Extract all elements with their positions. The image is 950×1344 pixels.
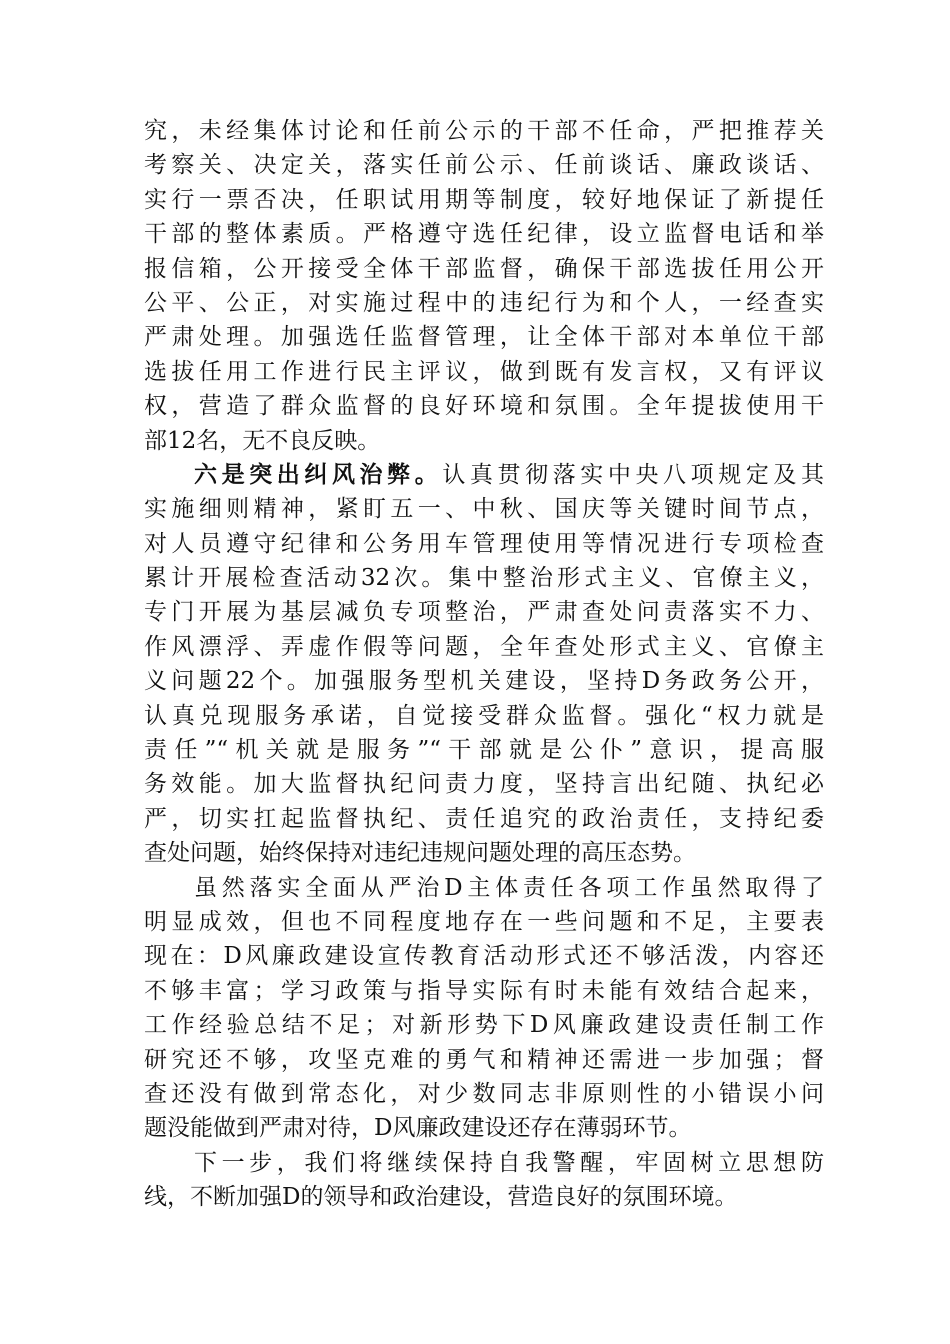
text-line: 查处问题，始终保持对违纪违规问题处理的高压态势。 [144, 840, 696, 867]
text-line: 现在：D风廉政建设宣传教育活动形式还不够活泼，内容还 [144, 943, 824, 970]
text-line: 选拔任用工作进行民主评议，做到既有发言权，又有评议 [144, 358, 824, 385]
text-line: 报信箱，公开接受全体干部监督，确保干部选拔任用公开 [144, 255, 824, 282]
text-line: 研究还不够，攻坚克难的勇气和精神还需进一步加强；督 [144, 1046, 824, 1073]
text-line: 究，未经集体讨论和任前公示的干部不任命，严把推荐关 [144, 118, 824, 144]
text-line: 实施细则精神，紧盯五一、中秋、国庆等关键时间节点， [144, 496, 824, 523]
text-line: 累计开展检查活动32次。集中整治形式主义、官僚主义， [144, 565, 824, 592]
text-line: 实行一票否决，任职试用期等制度，较好地保证了新提任 [144, 186, 824, 213]
text-line: 务效能。加大监督执纪问责力度，坚持言出纪随、执纪必 [144, 771, 824, 798]
paragraph-next-steps [144, 1146, 824, 1215]
text-line: 工作经验总结不足；对新形势下D风廉政建设责任制工作 [144, 1012, 824, 1039]
paragraph-shortcomings [144, 871, 824, 1146]
text-line: 不够丰富；学习政策与指导实际有时未能有效结合起来， [144, 977, 824, 1004]
text-line: 认真兑现服务承诺，自觉接受群众监督。强化“权力就是 [144, 702, 824, 729]
text-line: 明显成效，但也不同程度地存在一些问题和不足，主要表 [144, 908, 824, 935]
text-run: 认真贯彻落实中央八项规定及其 [442, 461, 825, 488]
text-line: 严，切实扛起监督执纪、责任追究的政治责任，支持纪委 [144, 805, 824, 832]
text-line: 干部的整体素质。严格遵守选任纪律，设立监督电话和举 [144, 221, 824, 248]
text-line: 公平、公正，对实施过程中的违纪行为和个人，一经查实 [144, 289, 824, 316]
text-line: 专门开展为基层减负专项整治，严肃查处问责落实不力、 [144, 599, 824, 626]
text-line: 虽然落实全面从严治D主体责任各项工作虽然取得了 [194, 874, 824, 901]
paragraph-cadre-selection [144, 114, 824, 458]
text-line: 题没能做到严肃对待，D风廉政建设还存在薄弱环节。 [144, 1115, 692, 1142]
text-line: 责任”“机关就是服务”“干部就是公仆”意识，提高服 [144, 737, 824, 764]
document-page [144, 114, 824, 1215]
text-line [144, 458, 824, 492]
text-line: 下一步，我们将继续保持自我警醒，牢固树立思想防 [194, 1149, 824, 1176]
section-heading: 六是突出纠风治弊。 [194, 460, 443, 488]
text-line: 对人员遵守纪律和公务用车管理使用等情况进行专项检查 [144, 530, 824, 557]
text-line: 部12名，无不良反映。 [144, 427, 381, 454]
text-line: 严肃处理。加强选任监督管理，让全体干部对本单位干部 [144, 324, 824, 351]
text-line: 作风漂浮、弄虚作假等问题，全年查处形式主义、官僚主 [144, 633, 824, 660]
text-line: 线，不断加强D的领导和政治建设，营造良好的氛围环境。 [144, 1184, 738, 1211]
text-line: 查还没有做到常态化，对少数同志非原则性的小错误小问 [144, 1080, 824, 1107]
text-line: 义问题22个。加强服务型机关建设，坚持D务政务公开， [144, 668, 824, 695]
text-line: 权，营造了群众监督的良好环境和氛围。全年提拔使用干 [144, 393, 824, 420]
text-line: 考察关、决定关，落实任前公示、任前谈话、廉政谈话、 [144, 152, 824, 179]
paragraph-rectify-conduct [144, 458, 824, 871]
